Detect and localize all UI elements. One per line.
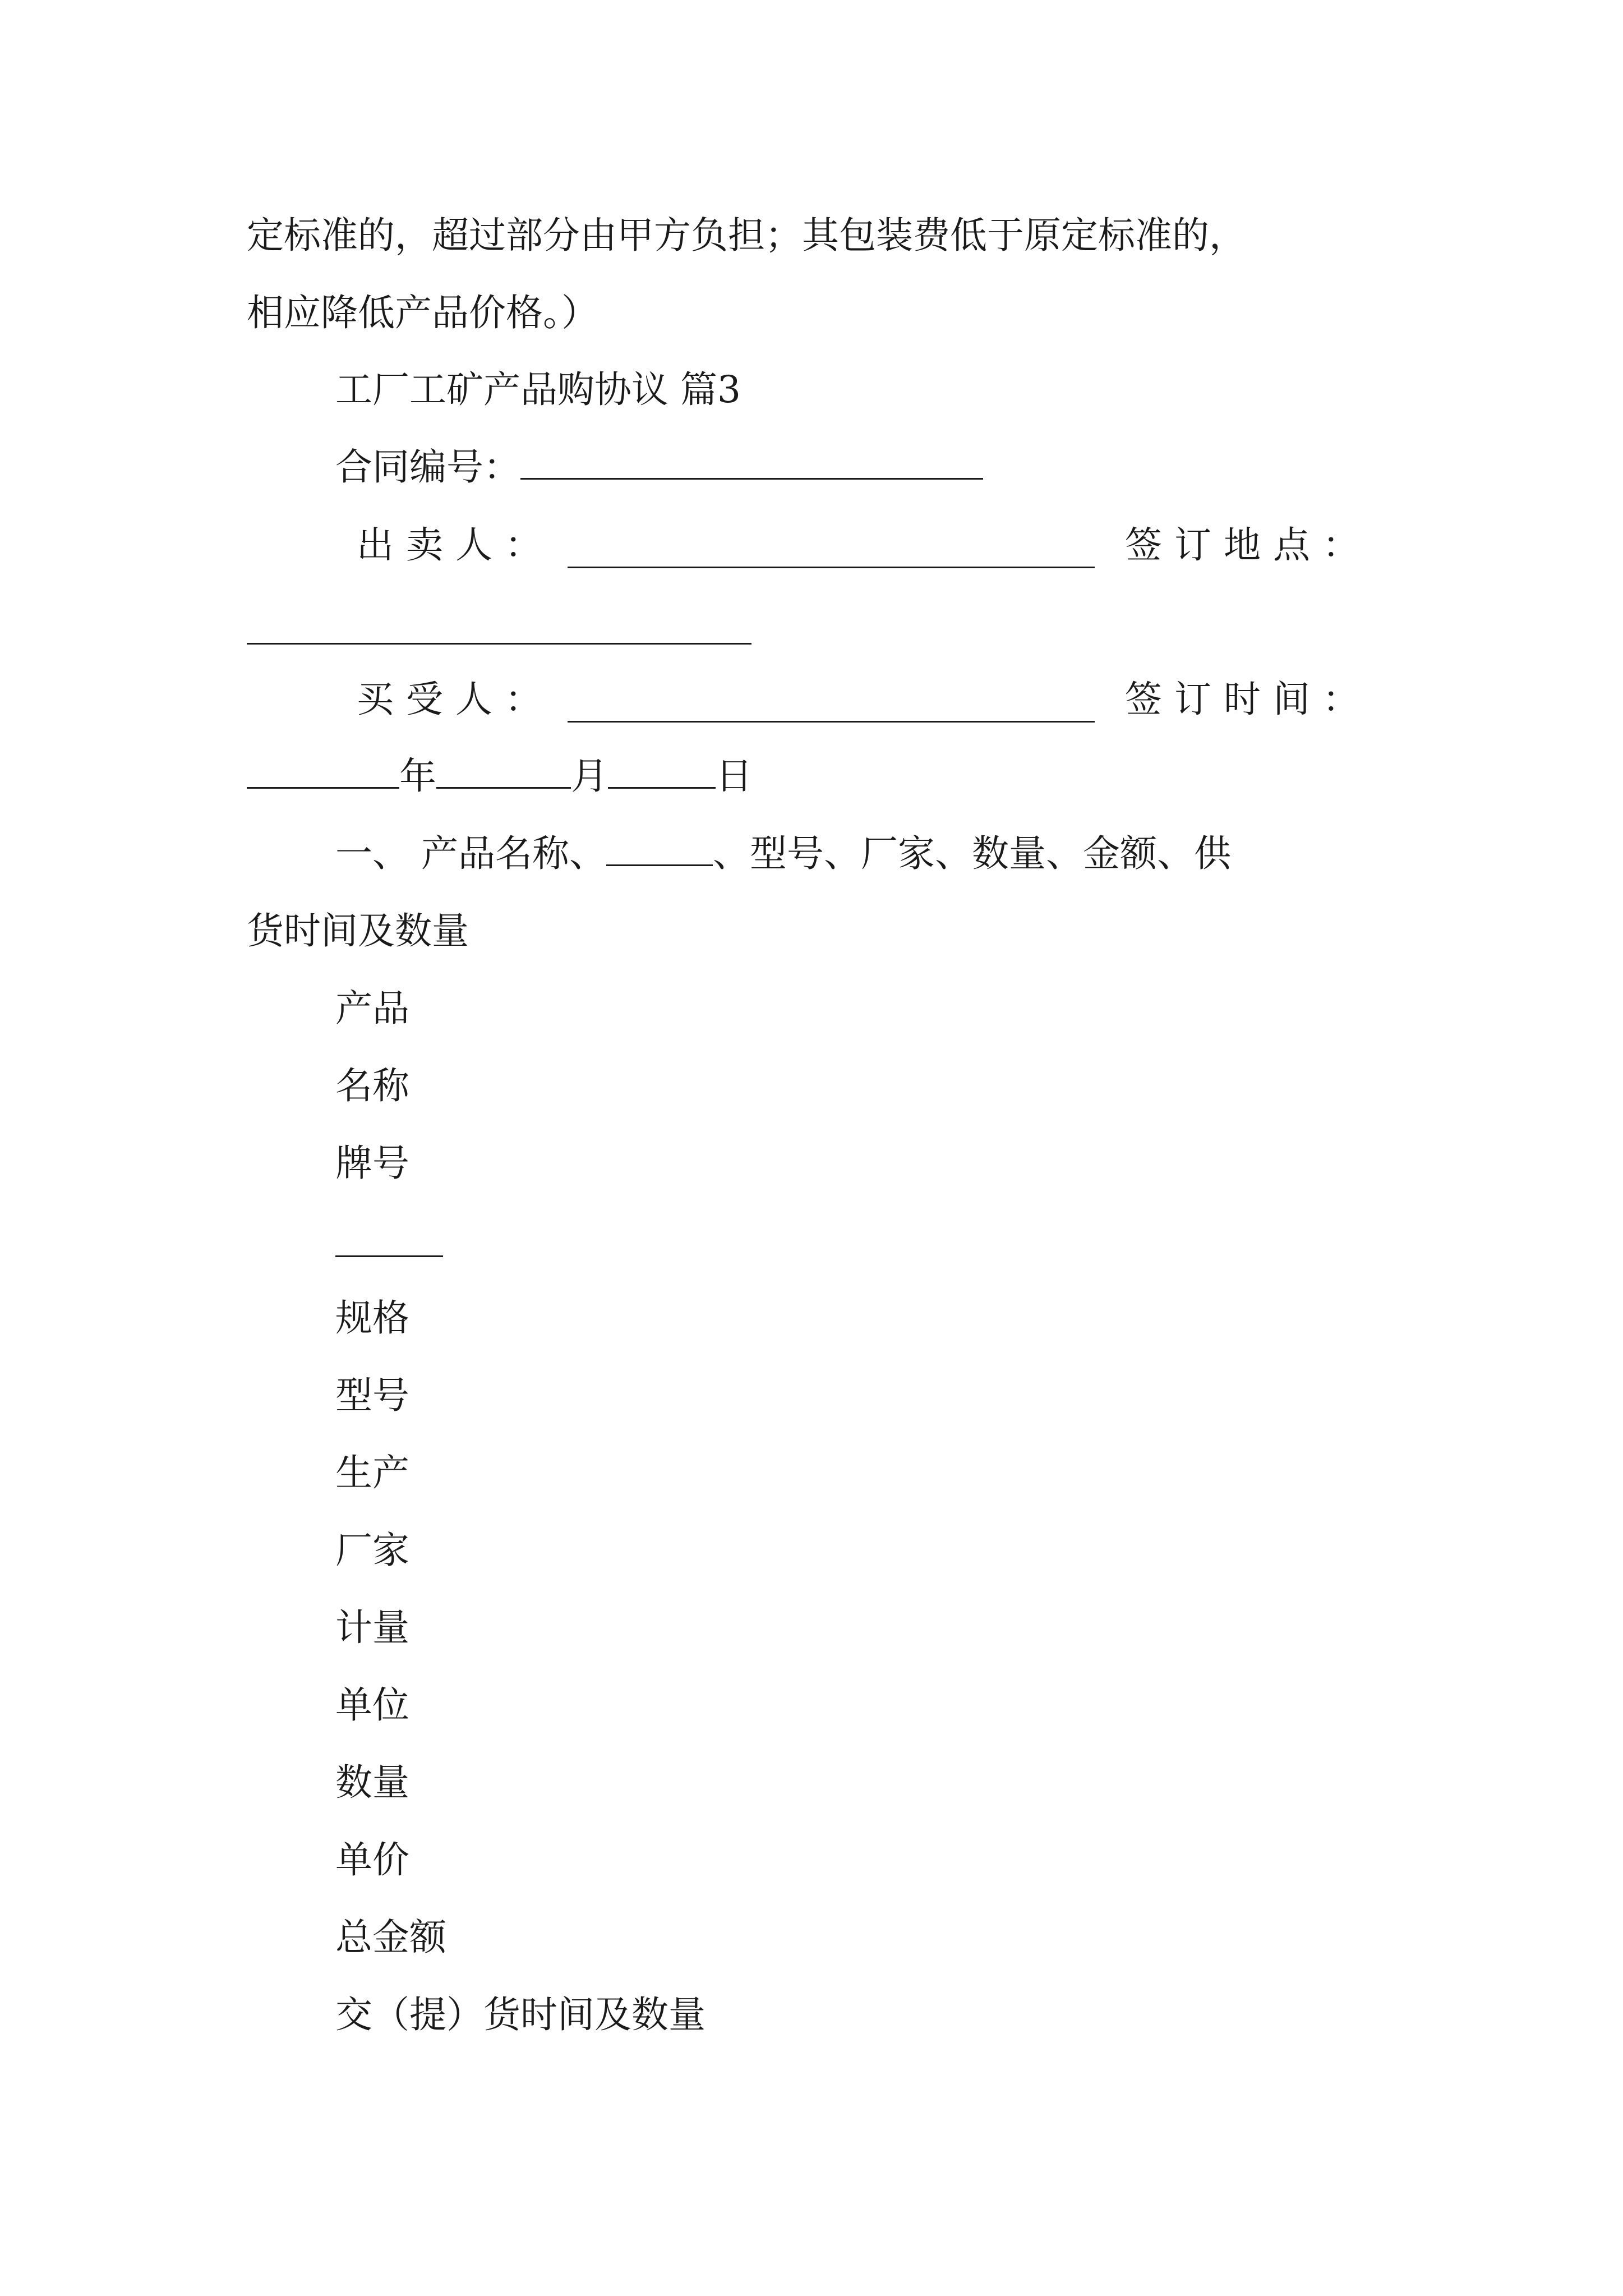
table-header-5: 生产	[335, 1451, 409, 1494]
section-1-text-a: 一、 产品名称、	[335, 832, 606, 875]
brand-blank	[606, 834, 713, 866]
table-header-0: 产品	[335, 987, 409, 1030]
buyer-blank	[568, 721, 1095, 723]
table-header-1: 名称	[335, 1064, 409, 1107]
section-title: 工厂工矿产品购协议 篇3	[335, 368, 741, 411]
table-header-4: 型号	[335, 1374, 409, 1417]
continued-paragraph-line-2: 相应降低产品价格。）	[247, 291, 598, 334]
seller-label: 出卖人：	[357, 523, 554, 567]
day-blank	[608, 757, 716, 789]
contract-number-row	[335, 445, 983, 490]
section-1-line-2: 货时间及数量	[247, 909, 469, 953]
day-label: 日	[716, 754, 753, 798]
contract-number-blank	[520, 448, 983, 480]
table-header-3: 规格	[335, 1296, 409, 1340]
sign-place-label: 签订地点：	[1125, 523, 1372, 567]
table-header-12: 交（提）货时间及数量	[335, 1993, 706, 2036]
continued-paragraph-line-1: 定标准的，超过部分由甲方负担；其包装费低于原定标准的，	[247, 214, 1246, 257]
table-header-11: 总金额	[335, 1916, 446, 1959]
section-1-text-b: 、型号、厂家、数量、金额、供	[712, 832, 1231, 875]
buyer-label: 买受人：	[357, 678, 554, 721]
year-label: 年	[399, 754, 436, 798]
date-row	[247, 754, 753, 799]
year-blank	[247, 757, 399, 789]
sign-place-blank	[247, 643, 751, 645]
contract-number-label: 合同编号：	[335, 445, 520, 489]
month-label: 月	[571, 754, 608, 798]
table-blank-rule	[335, 1255, 443, 1257]
table-header-9: 数量	[335, 1761, 409, 1804]
table-header-2: 牌号	[335, 1142, 409, 1185]
table-header-8: 单位	[335, 1683, 409, 1727]
section-1-line-1	[335, 831, 1231, 876]
table-header-10: 单价	[335, 1838, 409, 1881]
month-blank	[436, 757, 571, 789]
table-header-7: 计量	[335, 1606, 409, 1649]
sign-time-label: 签订时间：	[1125, 678, 1372, 721]
table-header-6: 厂家	[335, 1529, 409, 1572]
seller-blank	[568, 567, 1095, 568]
